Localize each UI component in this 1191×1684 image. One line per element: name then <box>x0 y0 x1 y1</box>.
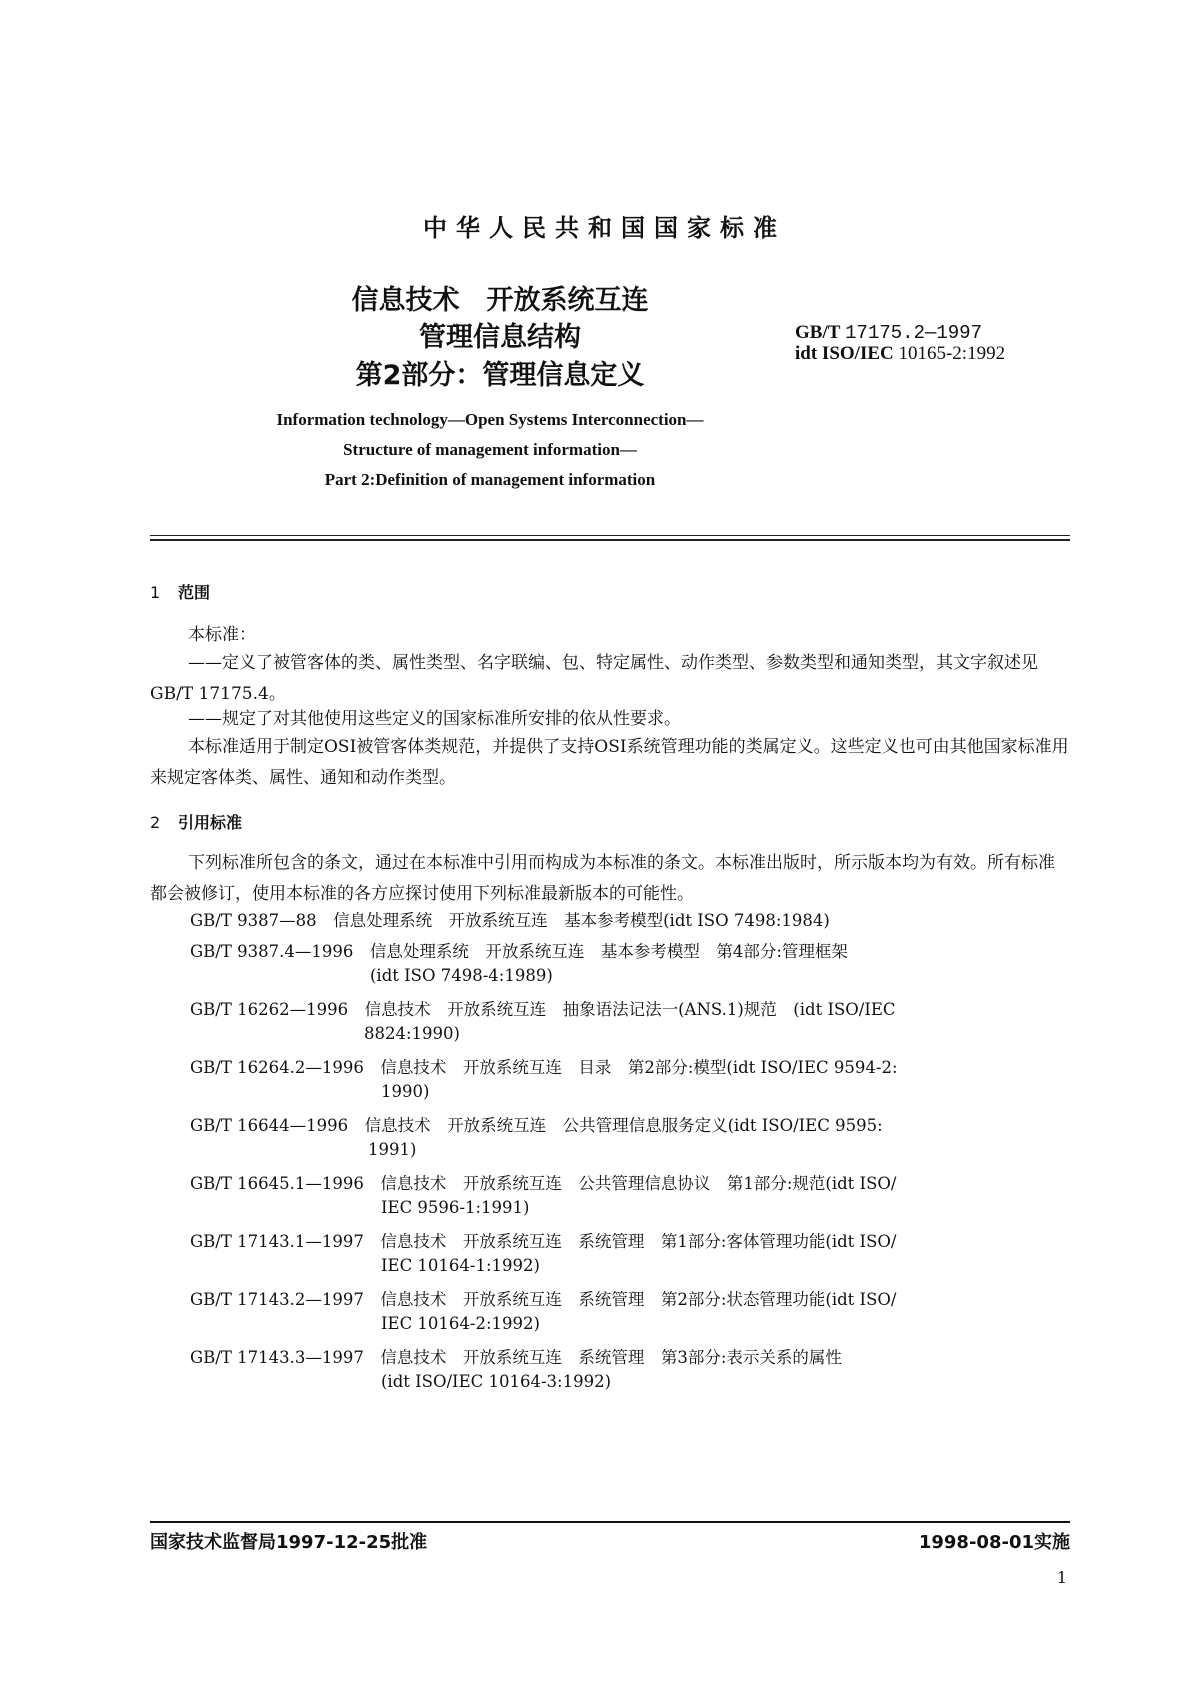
reference-code: GB/T 9387.4—1996 <box>190 942 354 961</box>
title-rule-top <box>150 535 1070 536</box>
effective-date: 1998-08-01实施 <box>918 1532 1070 1553</box>
reference-code: GB/T 17143.1—1997 <box>190 1232 364 1251</box>
reference-item <box>190 1054 898 1078</box>
reference-title: 信息技术 开放系统互连 目录 第2部分:模型(idt ISO/IEC 9594-2: <box>380 1058 898 1077</box>
national-standard-heading: 中华人民共和国国家标准 <box>423 214 786 242</box>
reference-title: 信息处理系统 开放系统互连 基本参考模型 第4部分:管理框架 <box>369 942 848 961</box>
reference-title: 信息处理系统 开放系统互连 基本参考模型(idt ISO 7498:1984) <box>333 911 830 930</box>
section-1-paragraph-1: 本标准： <box>188 625 256 645</box>
reference-item <box>190 1228 896 1252</box>
reference-title: 信息技术 开放系统互连 公共管理信息协议 第1部分:规范(idt ISO/ <box>380 1174 897 1193</box>
reference-title: 信息技术 开放系统互连 系统管理 第2部分:状态管理功能(idt ISO/ <box>380 1290 897 1309</box>
reference-continuation: (idt ISO 7498-4:1989) <box>370 966 553 985</box>
section-2-heading <box>150 810 242 833</box>
reference-continuation: 1991) <box>368 1140 417 1159</box>
reference-item <box>190 1344 842 1368</box>
section-1-heading <box>150 580 210 603</box>
reference-code: GB/T 16644—1996 <box>190 1116 349 1135</box>
section-title: 引用标准 <box>178 813 243 832</box>
section-number: 2 <box>150 813 161 832</box>
idt-number <box>795 343 1005 365</box>
reference-title: 信息技术 开放系统互连 公共管理信息服务定义(idt ISO/IEC 9595: <box>364 1116 883 1135</box>
en-title-line-3: Part 2:Definition of management information <box>324 470 656 489</box>
section-1-paragraph-2: ——定义了被管客体的类、属性类型、名字联编、包、特定属性、动作类型、参数类型和通知类型，其文字叙述见GB/T 17175.4。 <box>150 653 1038 704</box>
reference-item <box>190 1112 883 1136</box>
reference-continuation: 8824:1990) <box>364 1024 460 1043</box>
approval-date: 国家技术监督局1997-12-25批准 <box>150 1532 428 1553</box>
standard-number-prefix: GB/T <box>795 322 841 343</box>
reference-code: GB/T 9387—88 <box>190 911 317 930</box>
reference-item <box>190 907 830 931</box>
section-1-paragraph-3: ——规定了对其他使用这些定义的国家标准所安排的依从性要求。 <box>188 709 681 729</box>
section-number: 1 <box>150 583 161 602</box>
cn-title-line-3: 第2部分：管理信息定义 <box>355 360 645 391</box>
cn-title-line-1: 信息技术 开放系统互连 <box>351 285 649 316</box>
cn-title-line-2: 管理信息结构 <box>419 322 581 353</box>
reference-continuation: IEC 10164-1:1992) <box>381 1256 540 1275</box>
reference-continuation: IEC 9596-1:1991) <box>381 1198 530 1217</box>
section-title: 范围 <box>178 583 211 602</box>
footer-rule <box>150 1521 1070 1523</box>
en-title-line-1: Information technology—Open Systems Interconnection— <box>276 410 704 429</box>
title-rule-bottom <box>150 539 1070 541</box>
reference-code: GB/T 17143.2—1997 <box>190 1290 364 1309</box>
idt-number-value: 10165-2:1992 <box>898 343 1006 364</box>
reference-code: GB/T 16645.1—1996 <box>190 1174 364 1193</box>
reference-title: 信息技术 开放系统互连 系统管理 第3部分:表示关系的属性 <box>380 1348 842 1367</box>
reference-title: 信息技术 开放系统互连 抽象语法记法一(ANS.1)规范 (idt ISO/IEC <box>364 1000 896 1019</box>
standard-number <box>795 322 982 344</box>
reference-code: GB/T 16264.2—1996 <box>190 1058 364 1077</box>
section-1-paragraph-4: 本标准适用于制定OSI被管客体类规范，并提供了支持OSI系统管理功能的类属定义。这些定义也可由其他国家标准用来规定客体类、属性、通知和动作类型。 <box>150 737 1069 788</box>
idt-number-prefix: idt ISO/IEC <box>795 343 894 364</box>
reference-continuation: (idt ISO/IEC 10164-3:1992) <box>381 1372 612 1391</box>
reference-title: 信息技术 开放系统互连 系统管理 第1部分:客体管理功能(idt ISO/ <box>380 1232 897 1251</box>
reference-continuation: IEC 10164-2:1992) <box>381 1314 540 1333</box>
page-number: 1 <box>1056 1568 1067 1587</box>
reference-item <box>190 938 848 962</box>
section-2-paragraph-1: 下列标准所包含的条文，通过在本标准中引用而构成为本标准的条文。本标准出版时，所示版本均为有效。所有标准都会被修订，使用本标准的各方应探讨使用下列标准最新版本的可能性。 <box>150 853 1055 904</box>
reference-item <box>190 996 896 1020</box>
reference-item <box>190 1286 896 1310</box>
reference-code: GB/T 16262—1996 <box>190 1000 349 1019</box>
reference-code: GB/T 17143.3—1997 <box>190 1348 364 1367</box>
en-title-line-2: Structure of management information— <box>343 440 637 459</box>
standard-number-value: 17175.2—1997 <box>845 322 982 344</box>
reference-item <box>190 1170 896 1194</box>
reference-continuation: 1990) <box>381 1082 430 1101</box>
